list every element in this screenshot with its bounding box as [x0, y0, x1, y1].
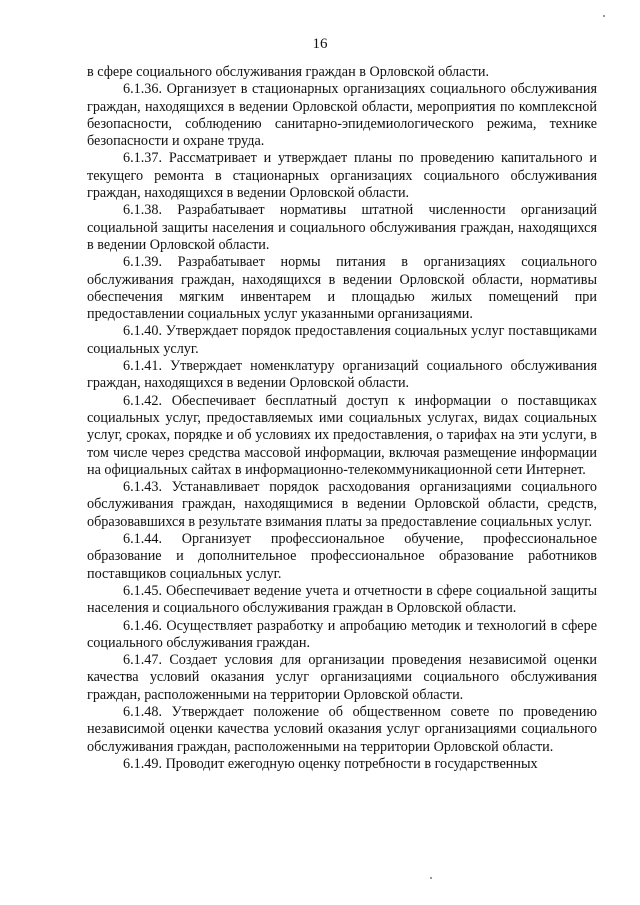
paragraph-6-1-36: 6.1.36. Организует в стационарных организациях социального обслуживания граждан, находящихся в ведении Орловской области, мероприятия по комплексной безопасности, соблюдению санитарно-эпидемиологического режима, технике безопасности и охране труда.: [87, 81, 597, 150]
paragraph-6-1-46: 6.1.46. Осуществляет разработку и апробацию методик и технологий в сфере социального обслуживания граждан.: [87, 617, 597, 651]
paragraph-6-1-45: 6.1.45. Обеспечивает ведение учета и отчетности в сфере социальной защиты населения и социального обслуживания граждан в Орловской области.: [87, 582, 597, 617]
scan-speck: [430, 877, 432, 879]
document-body: [87, 64, 597, 773]
paragraph-6-1-48: 6.1.48. Утверждает положение об общественном совете по проведению независимой оценки качества условий оказания услуг организациями социального обслуживания граждан, расположенными на территории Орловской области.: [87, 703, 597, 755]
paragraph-6-1-49: 6.1.49. Проводит ежегодную оценку потребности в государственных: [123, 755, 538, 772]
paragraph-6-1-47: 6.1.47. Создает условия для организации проведения независимой оценки качества условий оказания услуг организациями социального обслуживания граждан, расположенными на территории Орловской области.: [87, 652, 597, 703]
paragraph-6-1-37: 6.1.37. Рассматривает и утверждает планы по проведению капитального и текущего ремонта в стационарных организациях социального обслуживания граждан, находящихся в ведении Орловской области.: [87, 150, 597, 202]
paragraph-6-1-39: 6.1.39. Разрабатывает нормы питания в организациях социального обслуживания граждан, находящихся в ведении Орловской области, нормативы обеспечения мягким инвентарем и площадью жилых помещений при предоставлении социальных услуг указанными организациями.: [87, 254, 597, 323]
scan-speck: [603, 15, 605, 17]
page-number: 16: [312, 36, 328, 52]
paragraph-6-1-41: 6.1.41. Утверждает номенклатуру организаций социального обслуживания граждан, находящихся в ведении Орловской области.: [87, 358, 597, 392]
paragraph-6-1-38: 6.1.38. Разрабатывает нормативы штатной численности организаций социальной защиты населения и социального обслуживания граждан, находящихся в ведении Орловской области.: [87, 202, 597, 253]
paragraph-6-1-43: 6.1.43. Устанавливает порядок расходования организациями социального обслуживания граждан, находящимися в ведении Орловской области, средств, образовавшихся в результате взимания платы за предоставление социальных услуг.: [87, 479, 597, 530]
paragraph-6-1-44: 6.1.44. Организует профессиональное обучение, профессиональное образование и дополнительное профессиональное образование работников поставщиков социальных услуг.: [87, 531, 597, 582]
paragraph-6-1-42: 6.1.42. Обеспечивает бесплатный доступ к информации о поставщиках социальных услуг, предоставляемых ими социальных услугах, видах социальных услуг, сроках, порядке и об условиях их предоставления, о тарифах на эти услуги, в том числе через средства массовой информации, включая размещение информации на официальных сайтах в информационно-телекоммуникационной сети Интернет.: [87, 392, 597, 478]
paragraph-continuation: в сфере социального обслуживания граждан в Орловской области.: [87, 64, 490, 80]
paragraph-6-1-40: 6.1.40. Утверждает порядок предоставления социальных услуг поставщиками социальных услуг.: [87, 323, 597, 357]
